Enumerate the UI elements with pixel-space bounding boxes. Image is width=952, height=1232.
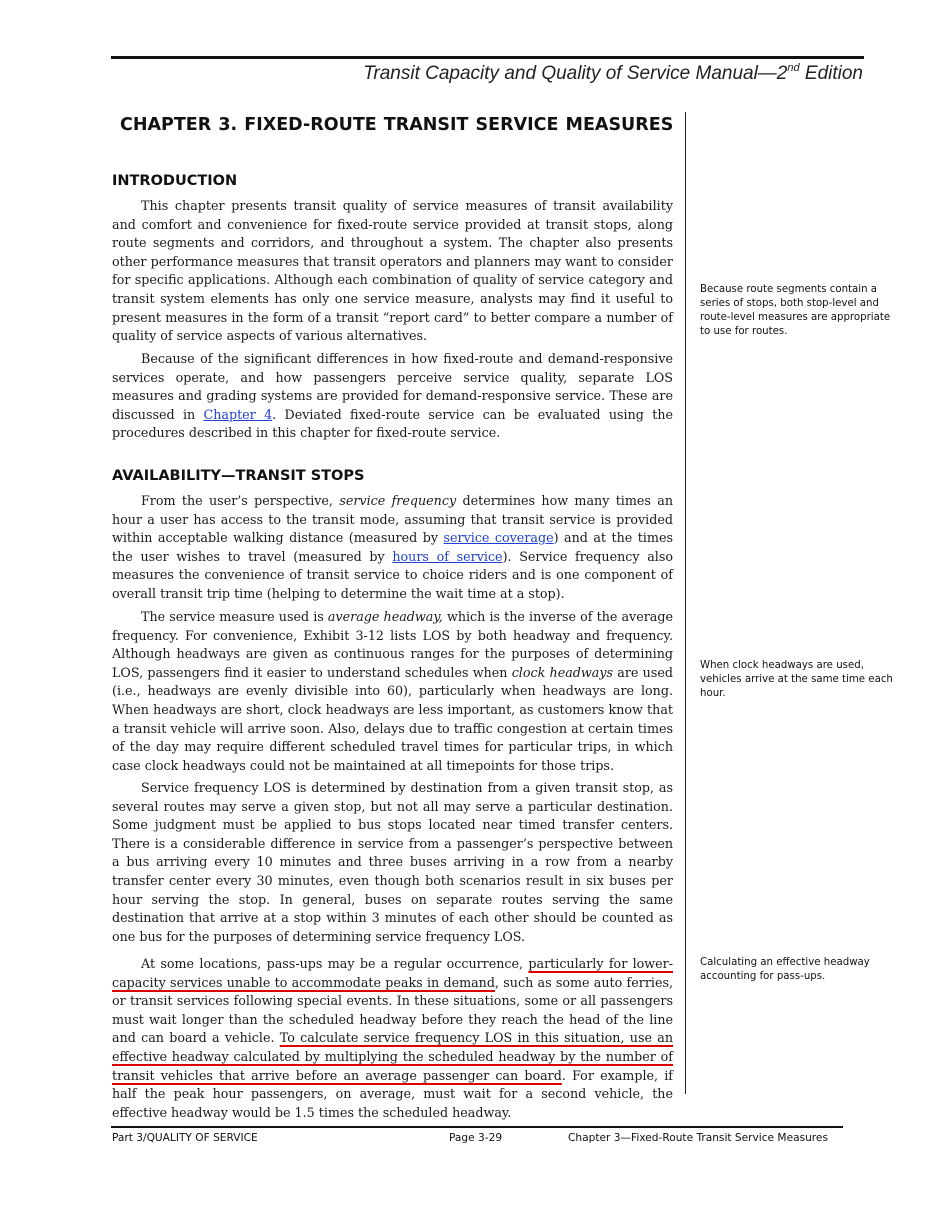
sidenote-clock-headways: When clock headways are used, vehicles arrive at the same time each hour. — [700, 660, 893, 699]
introduction-heading: INTRODUCTION — [112, 173, 238, 189]
avail-p2-text-a: The service measure used is — [141, 609, 328, 624]
availability-heading: AVAILABILITY—TRANSIT STOPS — [112, 468, 365, 484]
chapter-title: CHAPTER 3. FIXED-ROUTE TRANSIT SERVICE MEASURES — [120, 115, 674, 135]
running-title-tail: Edition — [799, 63, 863, 84]
hours-of-service-link[interactable]: hours of service — [392, 548, 503, 564]
availability-paragraph-1 — [112, 492, 673, 604]
running-title-main: Transit Capacity and Quality of Service Manual—2 — [363, 63, 788, 84]
avail-p1-text-b: determines how many times an hour a user has access to the transit mode, assuming that transit service is provided within acceptable walking distance (measured by — [112, 493, 673, 546]
running-header — [363, 62, 863, 85]
avail-p4-text-a: At some locations, pass-ups may be a regular occurrence, — [141, 956, 529, 971]
clock-headways-term: clock headways — [511, 664, 614, 680]
availability-paragraph-4 — [112, 955, 673, 1122]
service-coverage-link[interactable]: service coverage — [443, 530, 554, 546]
chapter-4-link[interactable]: Chapter 4 — [203, 406, 273, 422]
running-title-sup: nd — [787, 62, 800, 74]
avail-p1-text-c: ) and at the times the user wishes to travel (measured by — [112, 530, 673, 564]
footer-rule — [111, 1126, 843, 1128]
service-frequency-term: service frequency — [339, 493, 457, 508]
footer-page-number: Page 3-29 — [449, 1132, 503, 1144]
sidenote-route-segments: Because route segments contain a series of stops, both stop-level and route-level measures are appropriate to use for routes. — [700, 284, 891, 337]
avail-p4-text-b: , such as some auto ferries, or transit services following special events. In these situations, some or all passengers must wait longer than the scheduled headway before they reach the head of the line and can board a vehicle. — [112, 974, 673, 1046]
avail-p4-text-c: . For example, if half the peak hour passengers, on average, must wait for a second vehicle, the effective headway would be 1.5 times the scheduled headway. — [112, 1067, 673, 1120]
average-headway-term: average headway, — [327, 609, 443, 624]
avail-p1-text-a: From the user’s perspective, — [141, 493, 340, 508]
availability-paragraph-2 — [112, 608, 673, 775]
availability-paragraph-3: Service frequency LOS is determined by destination from a given transit stop, as several routes may serve a given stop, but not all may serve a particular destination. Some judgment must be applied to bus stops located near timed transfer centers. There is a considerable difference in service from a passenger’s perspective between a bus arriving every 10 minutes and three buses arriving in a row from a nearby transfer center every 30 minutes, even though both scenarios result in six buses per hour serving the stop. In general, buses on separate routes serving the same destination that arrive at a stop within 3 minutes of each other should be counted as one bus for the purposes of determining service frequency LOS. — [112, 780, 673, 944]
header-rule — [111, 56, 864, 59]
footer-right: Chapter 3—Fixed-Route Transit Service Measures — [568, 1132, 828, 1144]
footer-left: Part 3/QUALITY OF SERVICE — [112, 1132, 258, 1144]
margin-divider — [685, 112, 686, 1094]
avail-p2-text-c: are used (i.e., headways are evenly divisible into 60), particularly when headways are long. When headways are short, clock headways are less important, as customers know that a transit vehicle will arrive soon. Also, delays due to traffic congestion at certain times of the day may require different scheduled travel times for particular trips, in which case clock headways could not be maintained at all timepoints for those trips. — [112, 664, 673, 773]
intro-paragraph-2 — [112, 350, 673, 443]
intro-p2-text-a: Because of the significant differences in how fixed-route and demand-responsive services operate, and how passengers perceive service quality, separate LOS measures and grading systems are provided for demand-responsive service. These are discussed in — [112, 351, 673, 422]
sidenote-effective-headway: Calculating an effective headway accounting for pass-ups. — [700, 957, 870, 982]
avail-p2-text-b: which is the inverse of the average frequency. For convenience, Exhibit 3-12 lists LOS by both headway and frequency. Although headways are given as continuous ranges for the purposes of determining LOS, passengers find it easier to understand schedules when — [112, 609, 673, 680]
highlighted-passage-1: particularly for lower-capacity services unable to accommodate peaks in demand — [112, 956, 674, 990]
intro-p2-text-b: . Deviated fixed-route service can be evaluated using the procedures described in this chapter for fixed-route service. — [112, 406, 674, 441]
highlighted-passage-2: To calculate service frequency LOS in this situation, use an effective headway calculated by multiplying the scheduled headway by the number of transit vehicles that arrive before an average passenger can board — [112, 1030, 673, 1083]
avail-p1-text-d: ). Service frequency also measures the convenience of transit service to choice riders and is one component of overall transit trip time (helping to determine the wait time at a stop). — [112, 548, 673, 601]
intro-paragraph-1: This chapter presents transit quality of service measures of transit availability and comfort and convenience for fixed-route service provided at transit stops, along route segments and corridors, and throughout a system. The chapter also presents other performance measures that transit operators and planners may want to consider for specific applications. Although each combination of quality of service category and transit system elements has only one service measure, analysts may find it useful to present measures in the form of a transit “report card” to better compare a number of quality of service aspects of various alternatives. — [112, 198, 673, 344]
